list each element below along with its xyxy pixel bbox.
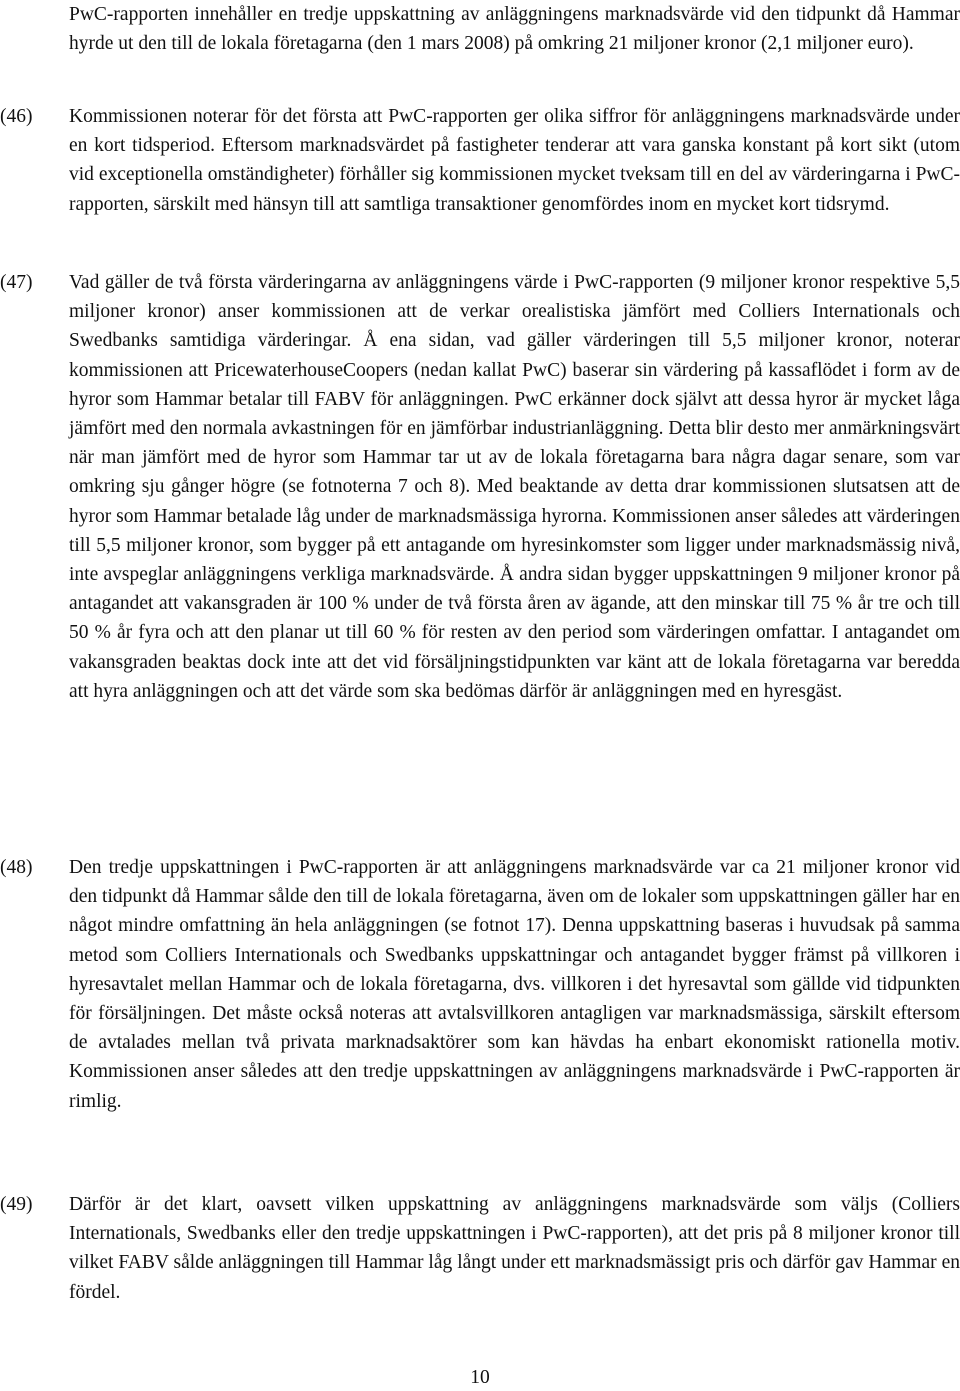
paragraph-text: Därför är det klart, oavsett vilken uppskattning av anläggningens marknadsvärde som väljs (Colliers Internationals, Swedbanks eller den tredje uppskattningen i PwC-rapporten), att det pris på 8 miljoner kronor till vilket FABV sålde anläggningen till Hammar låg långt under ett marknadsmässigt pris och därför gav Hammar en fördel. xyxy=(69,1194,960,1303)
page-number: 10 xyxy=(470,1367,490,1388)
paragraph-number: (48) xyxy=(0,857,33,878)
paragraph-text: Vad gäller de två första värderingarna av anläggningens värde i PwC-rapporten (9 miljoner kronor respektive 5,5 miljoner kronor) anser kommissionen att de verkar orealistiska jämfört med Colliers Internationals och Swedbanks samtidiga värderingar. Å ena sidan, vad gäller värderingen till 5,5 miljoner kronor, noterar kommissionen att PricewaterhouseCoopers (nedan kallat PwC) baserar sin värdering på kassaflödet i form av de hyror som Hammar betalar till FABV för anläggningen. PwC erkänner dock självt att dessa hyror är mycket låga jämfört med den normala avkastningen för en jämförbar industrianläggning. Detta blir desto mer anmärkningsvärt när man jämfört med de hyror som Hammar tar ut av de lokala företagarna bara några dagar senare, som var omkring sju gånger högre (se fotnoterna 7 och 8). Med beaktande av detta drar kommissionen slutsatsen att de hyror som Hammar betalade låg under de marknadsmässiga hyrorna. Kommissionen anser således att värderingen till 5,5 miljoner kronor, som bygger på ett antagande om hyresinkomster som ligger under marknadsmässig nivå, inte avspeglar anläggningens verkliga marknadsvärde. Å andra sidan bygger uppskattningen 9 miljoner kronor på antagandet att vakansgraden är 100 % under de två första åren av ägande, att den minskar till 75 % år tre och till 50 % år fyra och att den planar ut till 60 % för resten av den period som värderingen omfattar. I antagandet om vakansgraden beaktas dock inte att det vid försäljningstidpunkten var känt att de lokala företagarna var beredda att hyra anläggningen och att det värde som ska bedömas därför är anläggningen med en hyresgäst. xyxy=(69,272,960,702)
paragraph-text: Den tredje uppskattningen i PwC-rapporten är att anläggningens marknadsvärde var ca 21 miljoner kronor vid den tidpunkt då Hammar sålde den till de lokala företagarna, även om de lokaler som uppskattningen gäller har en något mindre omfattning än hela anläggningen (se fotnot 17). Denna uppskattning baseras i huvudsak på samma metod som Colliers Internationals och Swedbanks uppskattningar och antagandet bygger främst på villkoren i hyresavtalet mellan Hammar och de lokala företagarna, dvs. villkoren i det hyresavtal som gällde vid tidpunkten för försäljningen. Det måste också noteras att avtalsvillkoren antagligen var marknadsmässiga, särskilt eftersom de avtalades mellan två privata marknadsaktörer som kan hävdas ha enbart ekonomiskt rationella motiv. Kommissionen anser således att den tredje uppskattningen av anläggningens marknadsvärde i PwC-rapporten är rimlig. xyxy=(69,857,960,1112)
paragraph-number: (46) xyxy=(0,106,33,127)
paragraph-text: PwC-rapporten innehåller en tredje uppskattning av anläggningens marknadsvärde vid den tidpunkt då Hammar hyrde ut den till de lokala företagarna (den 1 mars 2008) på omkring 21 miljoner kronor (2,1 miljoner euro). xyxy=(69,4,960,55)
paragraph-text: Kommissionen noterar för det första att PwC-rapporten ger olika siffror för anläggningens marknadsvärde under en kort tidsperiod. Eftersom marknadsvärdet på fastigheter tenderar att vara ganska konstant på kort sikt (utom vid exceptionella omständigheter) förhåller sig kommissionen mycket tveksam till en del av värderingarna i PwC-rapporten, särskilt med hänsyn till att samtliga transaktioner genomfördes inom en mycket kort tidsrymd. xyxy=(69,106,960,215)
paragraph-number: (49) xyxy=(0,1194,33,1215)
paragraph-number: (47) xyxy=(0,272,33,293)
